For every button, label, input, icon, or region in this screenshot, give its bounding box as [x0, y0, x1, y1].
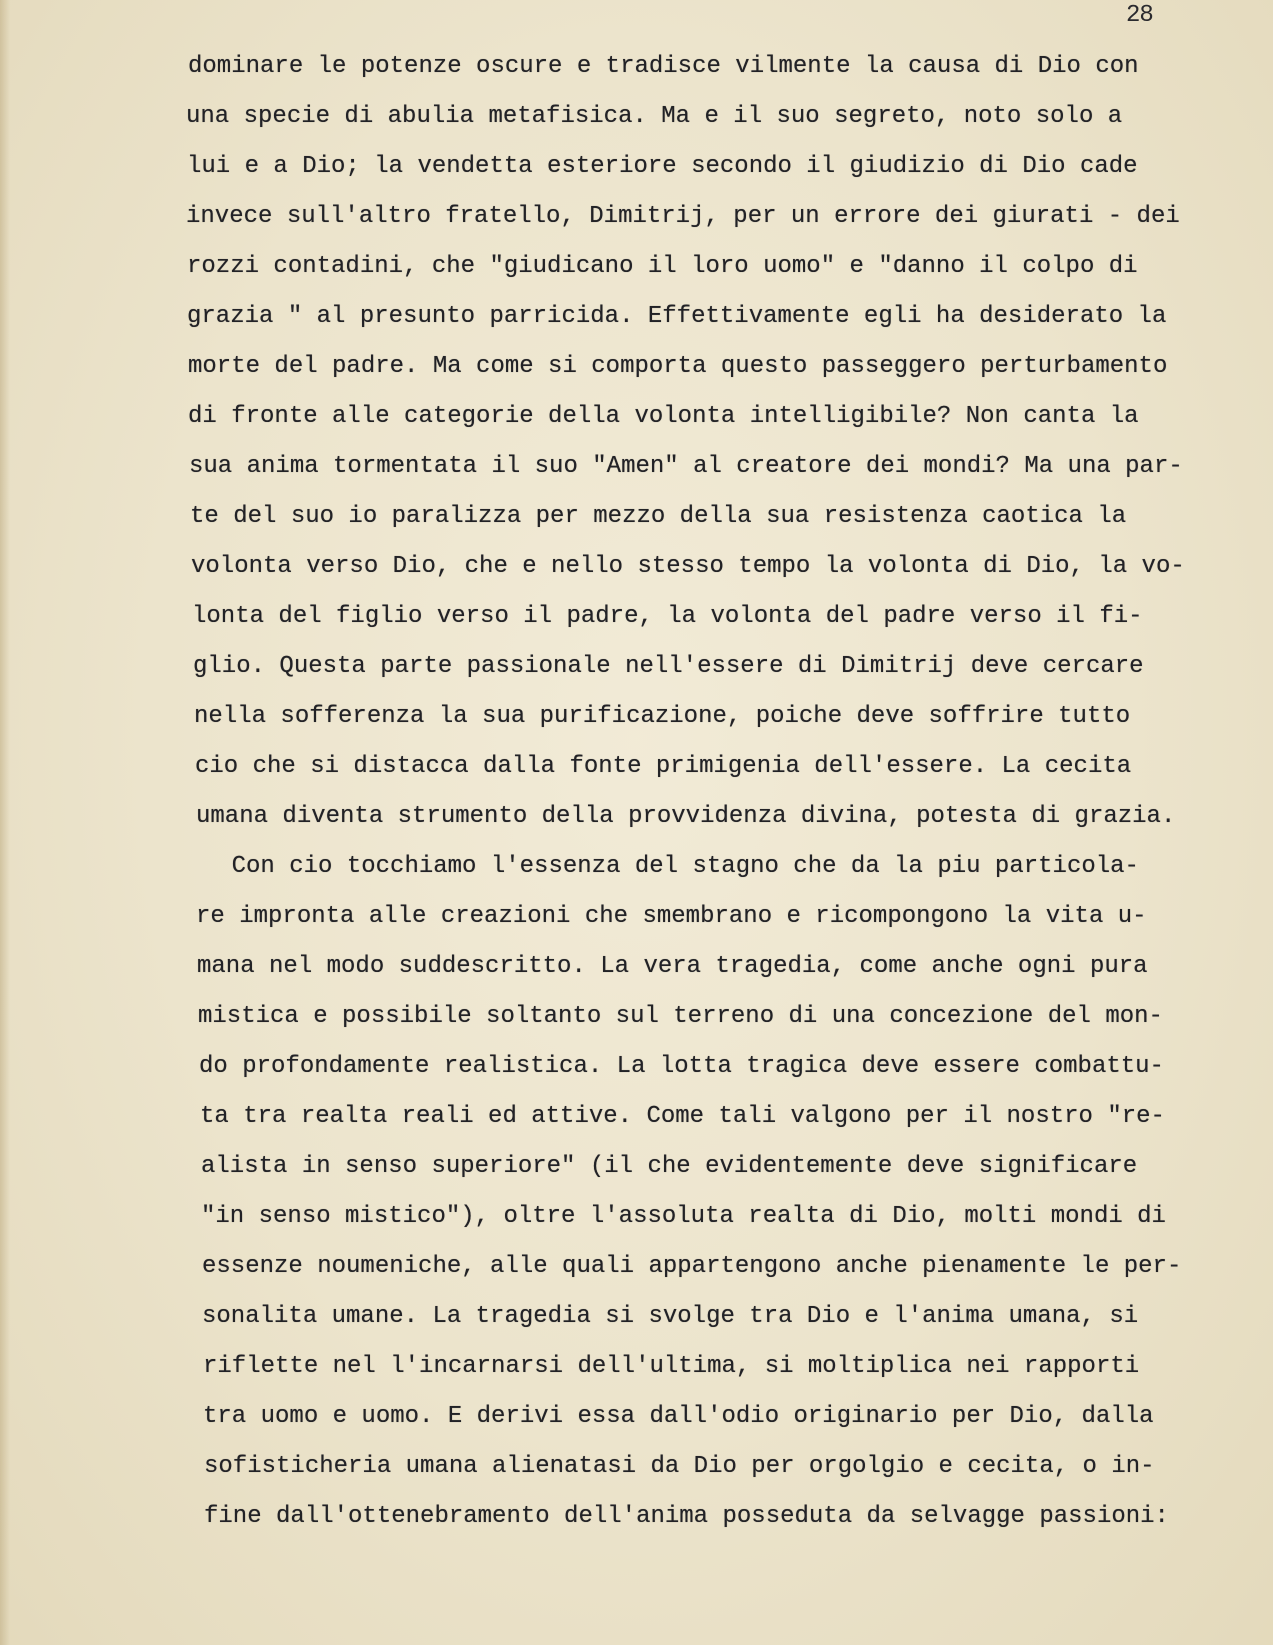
- text-line: "in senso mistico"), oltre l'assoluta realta di Dio, molti mondi di: [201, 1203, 1166, 1230]
- text-line: riflette nel l'incarnarsi dell'ultima, si moltiplica nei rapporti: [203, 1353, 1140, 1380]
- text-line: tra uomo e uomo. E derivi essa dall'odio originario per Dio, dalla: [203, 1403, 1154, 1430]
- text-line: glio. Questa parte passionale nell'essere di Dimitrij deve cercare: [193, 653, 1144, 680]
- text-line: mistica e possibile soltanto sul terreno di una concezione del mon-: [198, 1003, 1163, 1030]
- text-line: fine dall'ottenebramento dell'anima posseduta da selvagge passioni:: [204, 1503, 1169, 1530]
- text-line: sofisticheria umana alienatasi da Dio per orgolgio e cecita, o in-: [204, 1453, 1155, 1480]
- text-line: mana nel modo suddescritto. La vera tragedia, come anche ogni pura: [197, 953, 1148, 980]
- page-edge-shadow: [0, 0, 10, 1645]
- text-line: grazia " al presunto parricida. Effettivamente egli ha desiderato la: [187, 303, 1167, 330]
- text-line: lui e a Dio; la vendetta esteriore secondo il giudizio di Dio cade: [187, 153, 1138, 180]
- text-line: ta tra realta reali ed attive. Come tali valgono per il nostro "re-: [200, 1103, 1165, 1130]
- text-line: do profondamente realistica. La lotta tragica deve essere combattu-: [199, 1053, 1164, 1080]
- text-line: cio che si distacca dalla fonte primigenia dell'essere. La cecita: [195, 753, 1132, 780]
- text-line: una specie di abulia metafisica. Ma e il suo segreto, noto solo a: [186, 103, 1123, 130]
- typescript-body: [174, 42, 1240, 1542]
- text-line: dominare le potenze oscure e tradisce vilmente la causa di Dio con: [188, 53, 1139, 80]
- text-line: rozzi contadini, che "giudicano il loro uomo" e "danno il colpo di: [187, 253, 1138, 280]
- text-line: umana diventa strumento della provvidenza divina, potesta di grazia.: [196, 803, 1176, 830]
- text-line: invece sull'altro fratello, Dimitrij, per un errore dei giurati - dei: [186, 203, 1180, 230]
- text-line: morte del padre. Ma come si comporta questo passeggero perturbamento: [188, 353, 1168, 380]
- text-line: Con cio tocchiamo l'essenza del stagno che da la piu particola-: [174, 853, 1139, 880]
- text-line: te del suo io paralizza per mezzo della sua resistenza caotica la: [190, 503, 1127, 530]
- text-line: sua anima tormentata il suo "Amen" al creatore dei mondi? Ma una par-: [189, 453, 1183, 480]
- text-line: nella sofferenza la sua purificazione, poiche deve soffrire tutto: [194, 703, 1131, 730]
- text-line: re impronta alle creazioni che smembrano e ricompongono la vita u-: [196, 903, 1147, 930]
- text-line: volonta verso Dio, che e nello stesso tempo la volonta di Dio, la vo-: [191, 553, 1185, 580]
- page-number: 28: [1126, 2, 1153, 29]
- text-line: alista in senso superiore" (il che evidentemente deve significare: [201, 1153, 1138, 1180]
- text-line: sonalita umane. La tragedia si svolge tra Dio e l'anima umana, si: [202, 1303, 1139, 1330]
- text-line: di fronte alle categorie della volonta intelligibile? Non canta la: [188, 403, 1139, 430]
- text-line: essenze noumeniche, alle quali appartengono anche pienamente le per-: [202, 1253, 1182, 1280]
- text-line: lonta del figlio verso il padre, la volonta del padre verso il fi-: [192, 603, 1143, 630]
